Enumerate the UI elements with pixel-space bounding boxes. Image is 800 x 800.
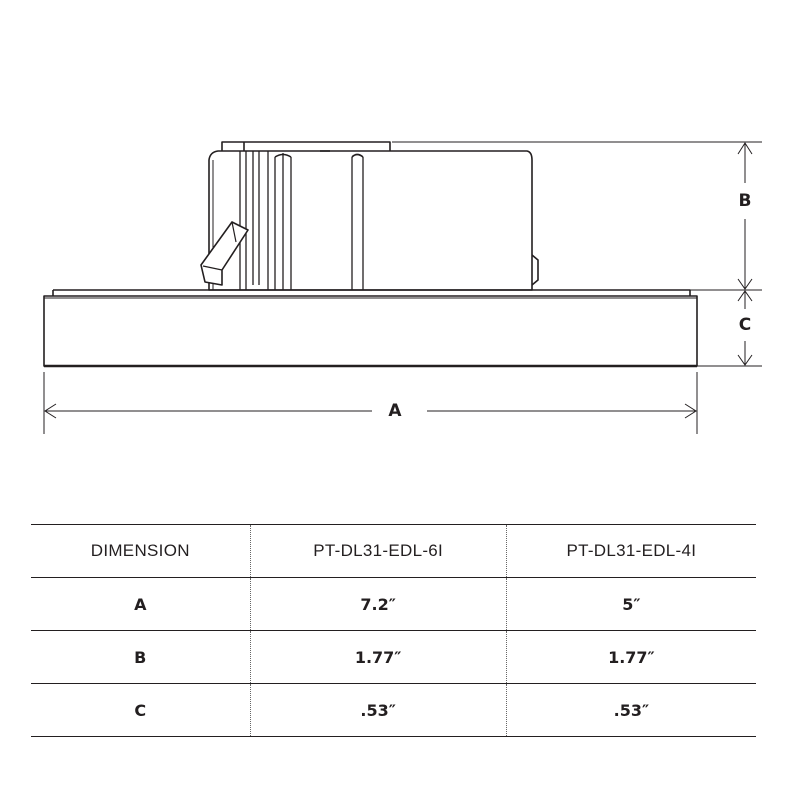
table-row [31,631,756,684]
junction-box-body [209,151,532,290]
row-dimension-label: C [31,684,250,737]
trim-top-plate [53,290,690,296]
dimensions-table [31,524,756,737]
row-dimension-label: B [31,631,250,684]
trim-ring [44,296,697,366]
dimension-label-b: B [735,191,755,211]
box-ribs [240,151,363,290]
dimension-label-c: C [735,315,755,335]
dimension-lines [44,142,762,434]
table-row [31,684,756,737]
table-header-row [31,525,756,578]
row-value-6i: .53″ [250,684,506,737]
header-dimension: DIMENSION [31,525,250,578]
row-value-4i: 5″ [506,578,756,631]
row-value-4i: .53″ [506,684,756,737]
row-value-6i: 7.2″ [250,578,506,631]
row-value-6i: 1.77″ [250,631,506,684]
junction-box-top-cap [222,142,390,151]
header-model-4i: PT-DL31-EDL-4I [506,525,756,578]
spring-clip [201,222,248,285]
table-row [31,578,756,631]
header-model-6i: PT-DL31-EDL-6I [250,525,506,578]
side-connector [532,255,538,285]
row-value-4i: 1.77″ [506,631,756,684]
row-dimension-label: A [31,578,250,631]
dimension-label-a: A [385,401,405,421]
